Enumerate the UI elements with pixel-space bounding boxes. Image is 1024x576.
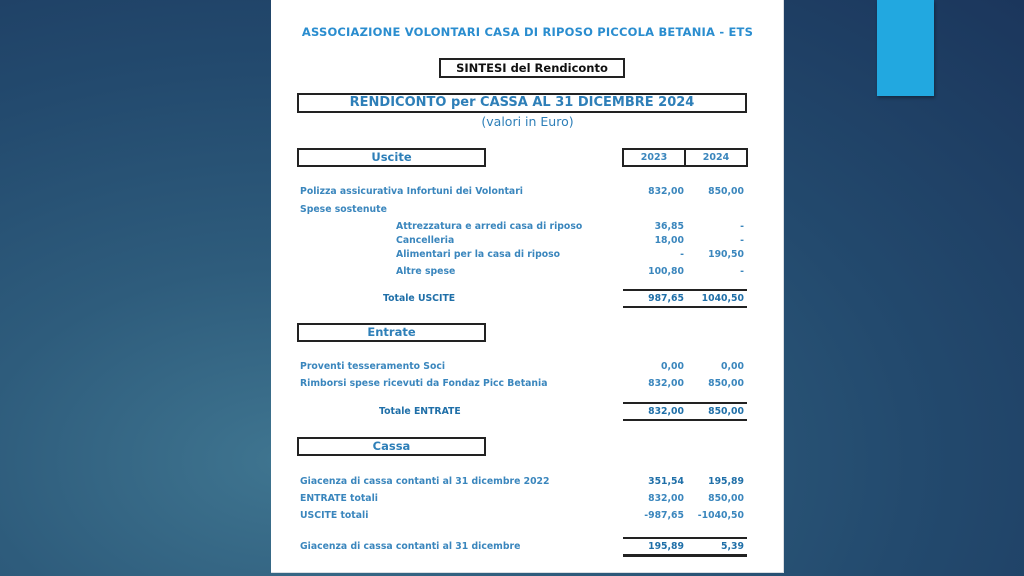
spese-sostenute-label: Spese sostenute	[300, 204, 387, 215]
total-entrate-label: Totale ENTRATE	[379, 406, 461, 417]
row-label: Attrezzatura e arredi casa di riposo	[396, 221, 583, 232]
year-2023-header: 2023	[624, 150, 686, 165]
section-cassa-heading: Cassa	[297, 437, 486, 456]
value-2023: 832,00	[648, 186, 684, 197]
value-2024: -1040,50	[697, 510, 744, 521]
total-rule-top	[623, 402, 747, 404]
value-2023: -	[680, 249, 684, 260]
total-rule-bottom	[623, 419, 747, 421]
total-entrate-2024: 850,00	[708, 406, 744, 417]
value-2023: 36,85	[654, 221, 684, 232]
total-uscite-2023: 987,65	[648, 293, 684, 304]
total-uscite-2024: 1040,50	[701, 293, 744, 304]
value-2024: -	[740, 266, 744, 277]
value-2024: 850,00	[708, 493, 744, 504]
year-2024-header: 2024	[702, 152, 730, 163]
total-uscite-label: Totale USCITE	[383, 293, 456, 304]
total-rule-bottom	[623, 554, 747, 557]
value-2023: 18,00	[654, 235, 684, 246]
summary-label-box: SINTESI del Rendiconto	[439, 58, 625, 78]
value-2024: 195,89	[708, 476, 744, 487]
row-label: Cancelleria	[396, 235, 455, 246]
report-subtitle: (valori in Euro)	[481, 114, 574, 129]
row-label: ENTRATE totali	[300, 493, 378, 504]
value-2023: 832,00	[648, 493, 684, 504]
total-entrate-2023: 832,00	[648, 406, 684, 417]
total-rule-top	[623, 289, 747, 291]
total-cassa-2024: 5,39	[721, 541, 744, 552]
document-page	[271, 0, 784, 573]
total-cassa-label: Giacenza di cassa contanti al 31 dicembre	[300, 541, 521, 552]
value-2024: 0,00	[721, 361, 744, 372]
value-2023: 832,00	[648, 378, 684, 389]
value-2024: 850,00	[708, 378, 744, 389]
value-2024: -	[740, 235, 744, 246]
section-entrate-heading: Entrate	[297, 323, 486, 342]
row-label: Polizza assicurativa Infortuni dei Volontari	[300, 186, 523, 197]
value-2023: 351,54	[648, 476, 684, 487]
section-uscite-heading: Uscite	[297, 148, 486, 167]
value-2024: 190,50	[708, 249, 744, 260]
total-cassa-2023: 195,89	[648, 541, 684, 552]
row-label: Altre spese	[396, 266, 456, 277]
row-label: Giacenza di cassa contanti al 31 dicembre 2022	[300, 476, 550, 487]
value-2024: 850,00	[708, 186, 744, 197]
organization-name: ASSOCIAZIONE VOLONTARI CASA DI RIPOSO PICCOLA BETANIA - ETS	[301, 25, 754, 39]
year-header	[622, 148, 748, 167]
report-title: RENDICONTO per CASSA AL 31 DICEMBRE 2024	[297, 93, 747, 113]
value-2024: -	[740, 221, 744, 232]
value-2023: 0,00	[661, 361, 684, 372]
row-label: USCITE totali	[300, 510, 369, 521]
accent-bar	[877, 0, 934, 96]
row-label: Proventi tesseramento Soci	[300, 361, 446, 372]
value-2023: -987,65	[644, 510, 684, 521]
value-2023: 100,80	[648, 266, 684, 277]
total-rule-bottom	[623, 306, 747, 308]
row-label: Rimborsi spese ricevuti da Fondaz Picc Betania	[300, 378, 548, 389]
row-label: Alimentari per la casa di riposo	[396, 249, 561, 260]
total-rule-top	[623, 537, 747, 539]
